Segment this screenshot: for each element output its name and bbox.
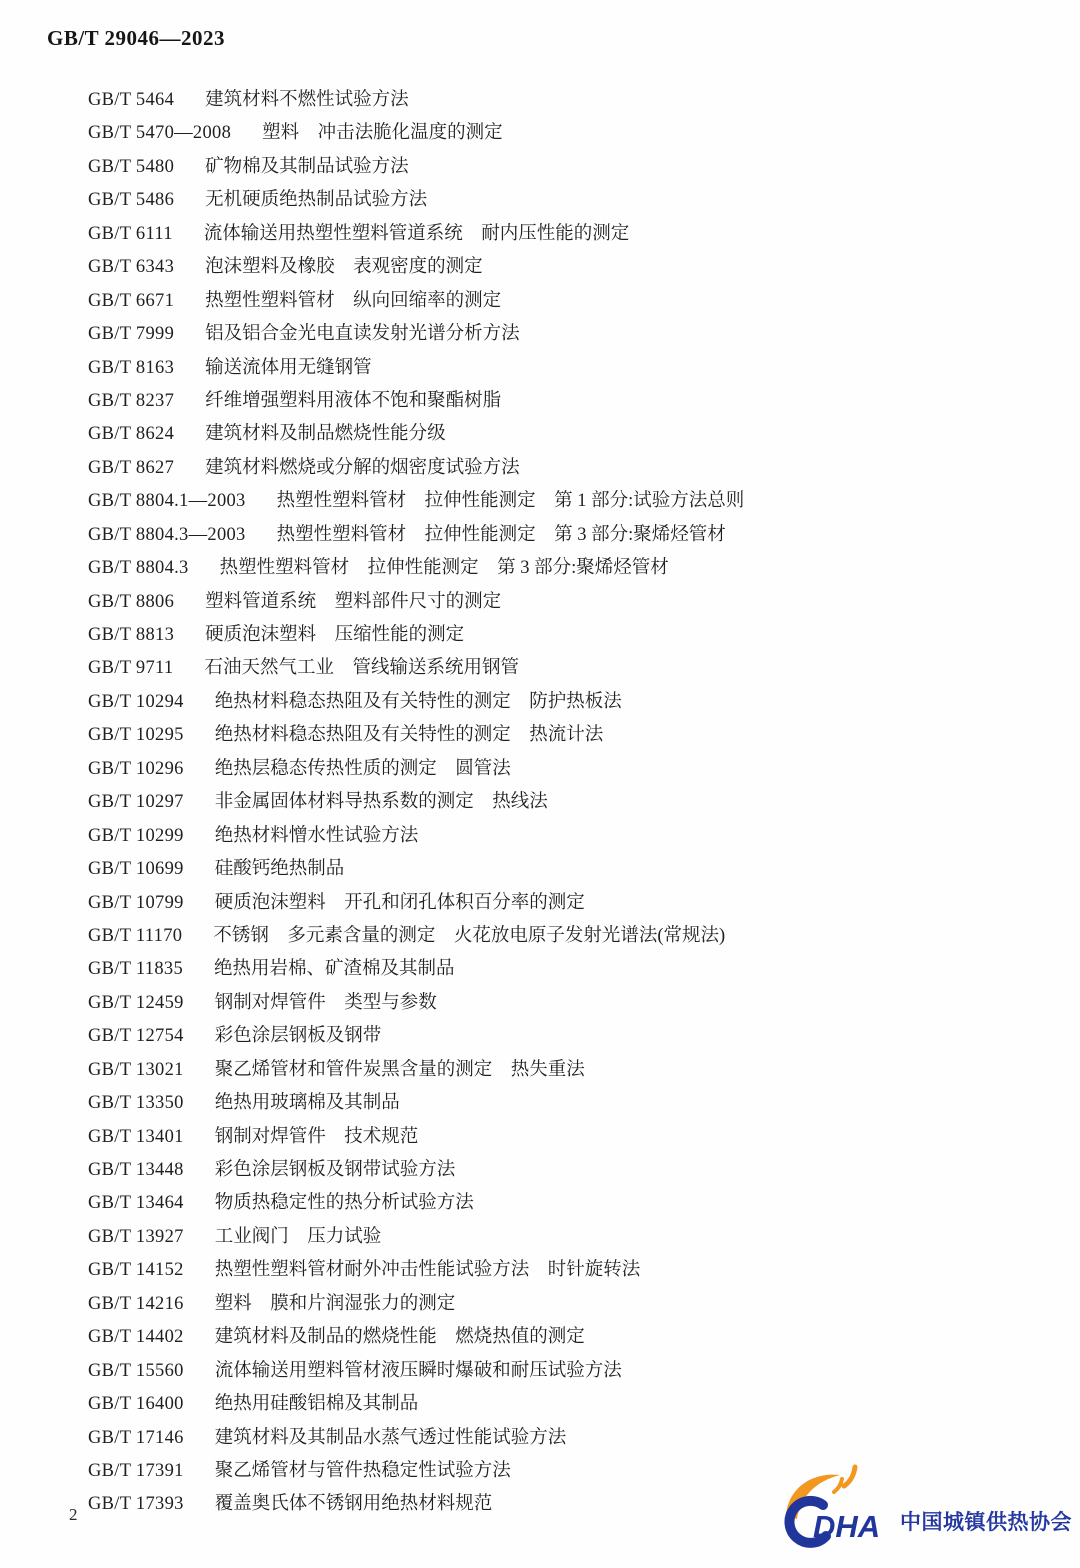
standard-title: 流体输送用塑料管材液压瞬时爆破和耐压试验方法 (214, 1360, 622, 1381)
standard-title: 钢制对焊管件 技术规范 (214, 1126, 419, 1147)
standard-code: GB/T 8804.1—2003 (88, 491, 246, 512)
standards-list (88, 84, 744, 1522)
standard-list-item (88, 418, 744, 451)
standard-code: GB/T 10297 (88, 792, 184, 813)
standard-title: 热塑性塑料管材 拉伸性能测定 第 3 部分:聚烯烃管材 (219, 558, 669, 579)
standard-list-item (88, 352, 744, 385)
standard-list-item (88, 953, 744, 986)
standard-code: GB/T 12459 (88, 992, 184, 1013)
association-name: 中国城镇供热协会 (900, 1511, 1072, 1534)
standard-title: 塑料 冲击法脆化温度的测定 (262, 123, 503, 144)
standard-title: 热塑性塑料管材 拉伸性能测定 第 3 部分:聚烯烃管材 (276, 524, 726, 545)
standard-title: 绝热用玻璃棉及其制品 (214, 1093, 400, 1114)
logo-wave-arc-small (834, 1479, 842, 1492)
standard-code: GB/T 10294 (88, 691, 184, 712)
standard-code: GB/T 11170 (88, 925, 183, 946)
standard-list-item (88, 1321, 744, 1354)
standard-list-item (88, 1154, 744, 1187)
standard-list-item (88, 920, 744, 953)
standard-code: GB/T 6111 (88, 223, 173, 244)
standard-title: 绝热材料憎水性试验方法 (214, 825, 419, 846)
standard-list-item (88, 1054, 744, 1087)
standard-list-item (88, 151, 744, 184)
standard-list-item (88, 318, 744, 351)
standard-list-item (88, 218, 744, 251)
standard-code: GB/T 8237 (88, 390, 175, 411)
standard-title: 热塑性塑料管材 拉伸性能测定 第 1 部分:试验方法总则 (276, 491, 745, 512)
standard-code: GB/T 8806 (88, 591, 175, 612)
standard-code: GB/T 14216 (88, 1293, 184, 1314)
standard-title: 聚乙烯管材与管件热稳定性试验方法 (214, 1460, 511, 1481)
standard-code: GB/T 12754 (88, 1026, 184, 1047)
standard-code: GB/T 10699 (88, 859, 184, 880)
standard-code: GB/T 8813 (88, 625, 175, 645)
standard-title: 工业阀门 压力试验 (214, 1226, 382, 1247)
standard-title: 硬质泡沫塑料 开孔和闭孔体积百分率的测定 (214, 892, 585, 913)
standard-title: 泡沫塑料及橡胶 表观密度的测定 (205, 257, 483, 278)
standard-title: 建筑材料不燃性试验方法 (205, 90, 409, 110)
standard-title: 建筑材料燃烧或分解的烟密度试验方法 (205, 457, 520, 478)
standard-title: 绝热材料稳态热阻及有关特性的测定 热流计法 (214, 725, 604, 746)
standard-title: 塑料管道系统 塑料部件尺寸的测定 (205, 591, 502, 612)
standard-code: GB/T 11835 (88, 959, 183, 980)
standard-title: 纤维增强塑料用液体不饱和聚酯树脂 (205, 390, 502, 411)
standard-code: GB/T 5486 (88, 190, 175, 211)
standard-code: GB/T 8804.3 (88, 558, 189, 579)
standard-code: GB/T 13021 (88, 1059, 184, 1080)
logo-abbr-text: DHA (813, 1509, 881, 1544)
standard-title: 矿物棉及其制品试验方法 (205, 156, 409, 177)
standard-code: GB/T 6343 (88, 257, 175, 278)
standard-title: 无机硬质绝热制品试验方法 (205, 190, 428, 211)
cdha-logo-icon (776, 1464, 894, 1552)
standard-title: 绝热材料稳态热阻及有关特性的测定 防护热板法 (214, 691, 622, 712)
standard-list-item (88, 552, 744, 585)
standard-title: 覆盖奥氏体不锈钢用绝热材料规范 (214, 1494, 493, 1515)
standard-list-item (88, 285, 744, 318)
standard-list-item (88, 1355, 744, 1388)
standard-list-item (88, 786, 744, 819)
standard-title: 硬质泡沫塑料 压缩性能的测定 (205, 625, 465, 645)
standard-code: GB/T 8163 (88, 357, 175, 378)
standard-code: GB/T 10296 (88, 758, 184, 779)
standard-list-item (88, 820, 744, 853)
standard-title: 绝热用硅酸铝棉及其制品 (214, 1394, 419, 1415)
standard-title: 聚乙烯管材和管件炭黑含量的测定 热失重法 (214, 1059, 585, 1080)
standard-title: 绝热层稳态传热性质的测定 圆管法 (214, 758, 511, 779)
standard-list-item (88, 452, 744, 485)
standard-list-item (88, 84, 744, 117)
standard-code: GB/T 14152 (88, 1260, 184, 1281)
standard-code: GB/T 10799 (88, 892, 184, 913)
standard-title: 热塑性塑料管材 纵向回缩率的测定 (205, 290, 502, 311)
standard-list-item (88, 887, 744, 920)
standard-list-item (88, 686, 744, 719)
standard-title: 塑料 膜和片润湿张力的测定 (214, 1293, 456, 1314)
standard-list-item (88, 519, 744, 552)
standard-code: GB/T 8627 (88, 457, 175, 478)
standard-title: 硅酸钙绝热制品 (214, 859, 345, 880)
standard-code: GB/T 5470—2008 (88, 123, 232, 144)
standard-code: GB/T 14402 (88, 1327, 184, 1348)
standard-list-item (88, 1422, 744, 1455)
standard-title: 石油天然气工业 管线输送系统用钢管 (204, 658, 519, 679)
standard-list-item (88, 1388, 744, 1421)
standard-code: GB/T 17391 (88, 1460, 184, 1481)
standard-code: GB/T 9711 (88, 658, 174, 679)
standard-list-item (88, 1121, 744, 1154)
standard-list-item (88, 1087, 744, 1120)
standard-title: 建筑材料及制品的燃烧性能 燃烧热值的测定 (214, 1327, 585, 1348)
standard-list-item (88, 719, 744, 752)
standard-code: GB/T 13350 (88, 1093, 184, 1114)
standard-code: GB/T 10295 (88, 725, 184, 746)
standard-list-item (88, 184, 744, 217)
standard-list-item (88, 853, 744, 886)
standard-title: 非金属固体材料导热系数的测定 热线法 (214, 792, 548, 813)
page-number: 2 (69, 1505, 78, 1524)
standard-code: GB/T 8624 (88, 424, 175, 445)
standard-title: 绝热用岩棉、矿渣棉及其制品 (214, 959, 455, 980)
standard-number-header: GB/T 29046—2023 (47, 26, 226, 50)
standard-code: GB/T 5464 (88, 90, 175, 110)
standard-code: GB/T 10299 (88, 825, 184, 846)
standard-code: GB/T 17146 (88, 1427, 184, 1448)
standard-title: 不锈钢 多元素含量的测定 火花放电原子发射光谱法(常规法) (213, 925, 726, 946)
standard-title: 彩色涂层钢板及钢带试验方法 (214, 1160, 456, 1180)
standard-title: 建筑材料及制品燃烧性能分级 (205, 424, 446, 445)
standard-code: GB/T 5480 (88, 156, 175, 177)
standard-title: 物质热稳定性的热分析试验方法 (214, 1193, 474, 1214)
standard-code: GB/T 7999 (88, 324, 175, 345)
standard-code: GB/T 13401 (88, 1126, 184, 1147)
standard-code: GB/T 13464 (88, 1193, 184, 1214)
standard-code: GB/T 15560 (88, 1360, 184, 1381)
standard-list-item (88, 619, 744, 652)
standard-list-item (88, 385, 744, 418)
standard-list-item (88, 987, 744, 1020)
standard-list-item (88, 586, 744, 619)
standard-list-item (88, 1221, 744, 1254)
standard-list-item (88, 1187, 744, 1220)
standard-title: 输送流体用无缝钢管 (205, 357, 372, 378)
standard-code: GB/T 16400 (88, 1394, 184, 1415)
standard-list-item (88, 1288, 744, 1321)
standard-title: 彩色涂层钢板及钢带 (214, 1026, 382, 1047)
standard-list-item (88, 485, 744, 518)
standard-title: 热塑性塑料管材耐外冲击性能试验方法 时针旋转法 (214, 1260, 641, 1281)
association-logo (776, 1464, 1072, 1552)
standard-list-item (88, 1020, 744, 1053)
standard-list-item (88, 1488, 744, 1521)
standard-list-item (88, 1455, 744, 1488)
standard-list-item (88, 753, 744, 786)
standard-code: GB/T 13448 (88, 1160, 184, 1180)
standard-title: 建筑材料及其制品水蒸气透过性能试验方法 (214, 1427, 567, 1448)
standard-title: 铝及铝合金光电直读发射光谱分析方法 (205, 324, 520, 345)
logo-wave-arc-large (844, 1467, 855, 1486)
standard-code: GB/T 6671 (88, 290, 175, 311)
standard-code: GB/T 17393 (88, 1494, 184, 1515)
standard-title: 钢制对焊管件 类型与参数 (214, 992, 437, 1013)
standard-title: 流体输送用热塑性塑料管道系统 耐内压性能的测定 (203, 223, 630, 244)
standard-list-item (88, 652, 744, 685)
standard-list-item (88, 1254, 744, 1287)
standard-code: GB/T 13927 (88, 1226, 184, 1247)
standard-list-item (88, 117, 744, 150)
standard-code: GB/T 8804.3—2003 (88, 524, 246, 545)
standard-list-item (88, 251, 744, 284)
